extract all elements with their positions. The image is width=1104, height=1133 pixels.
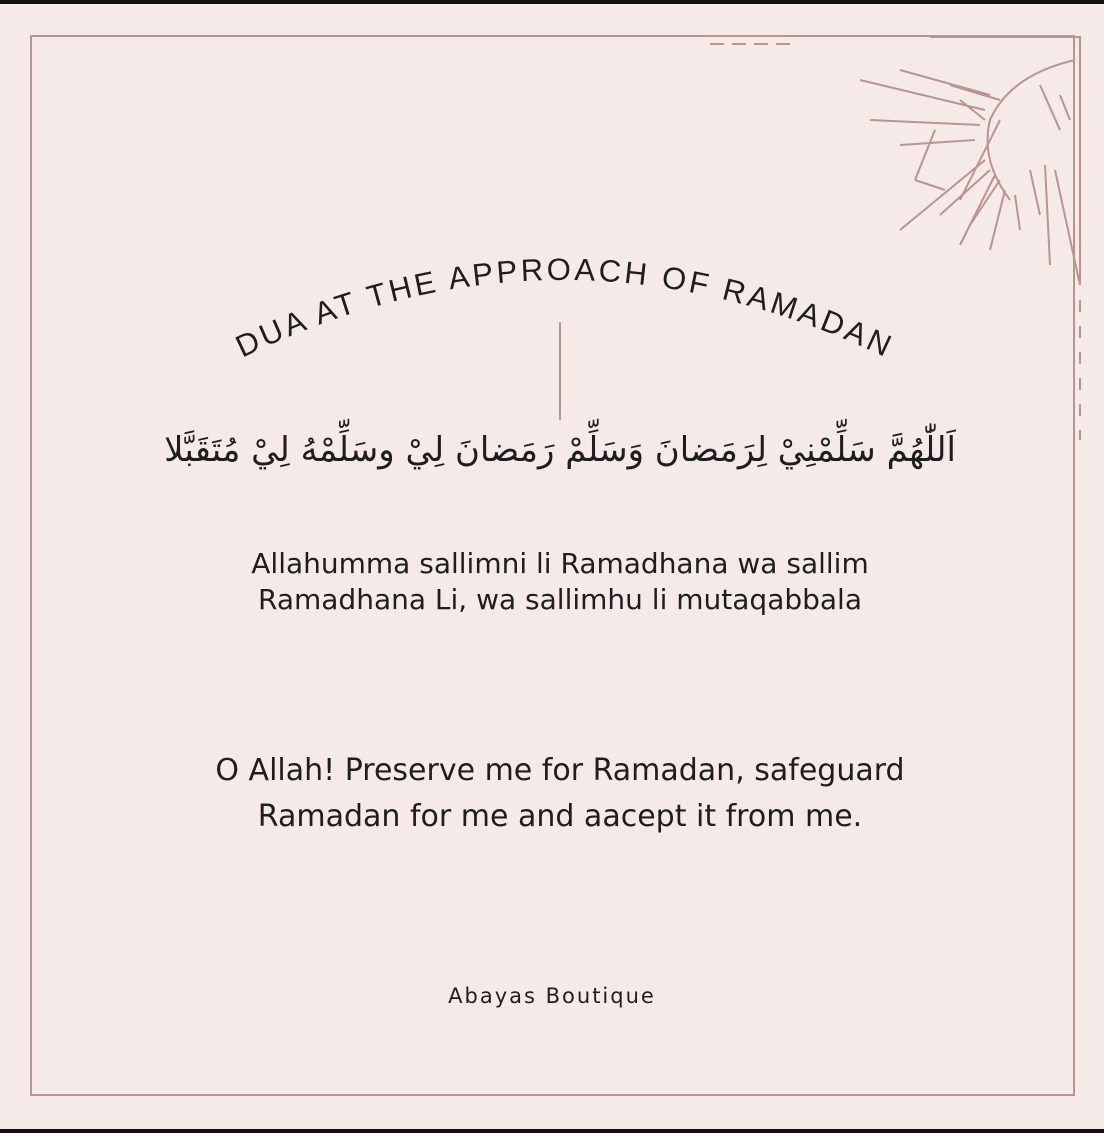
- transliteration-line-1: Allahumma sallimni li Ramadhana wa sallim: [251, 547, 869, 580]
- translation: [160, 748, 960, 840]
- arabic-dua: اَللّٰهُمَّ سَلِّمْنِيْ لِرَمَضانَ وَسَلِّمْ رَمَضانَ لِيْ وسَلِّمْهُ لِيْ مُتَقَبَّلا: [164, 430, 956, 470]
- translation-line-1: O Allah! Preserve me for Ramadan, safeguard: [215, 753, 905, 788]
- title-text: DUA AT THE APPROACH OF RAMADAN: [230, 251, 900, 365]
- transliteration-line-2: Ramadhana Li, wa sallimhu li mutaqabbala: [258, 583, 862, 616]
- transliteration: [160, 546, 960, 618]
- brand-name: Abayas Boutique: [448, 984, 656, 1008]
- svg-text:DUA AT THE APPROACH OF RAMADAN: [230, 252, 899, 365]
- translation-line-2: Ramadan for me and aacept it from me.: [257, 799, 863, 834]
- bottom-border: [0, 1129, 1104, 1133]
